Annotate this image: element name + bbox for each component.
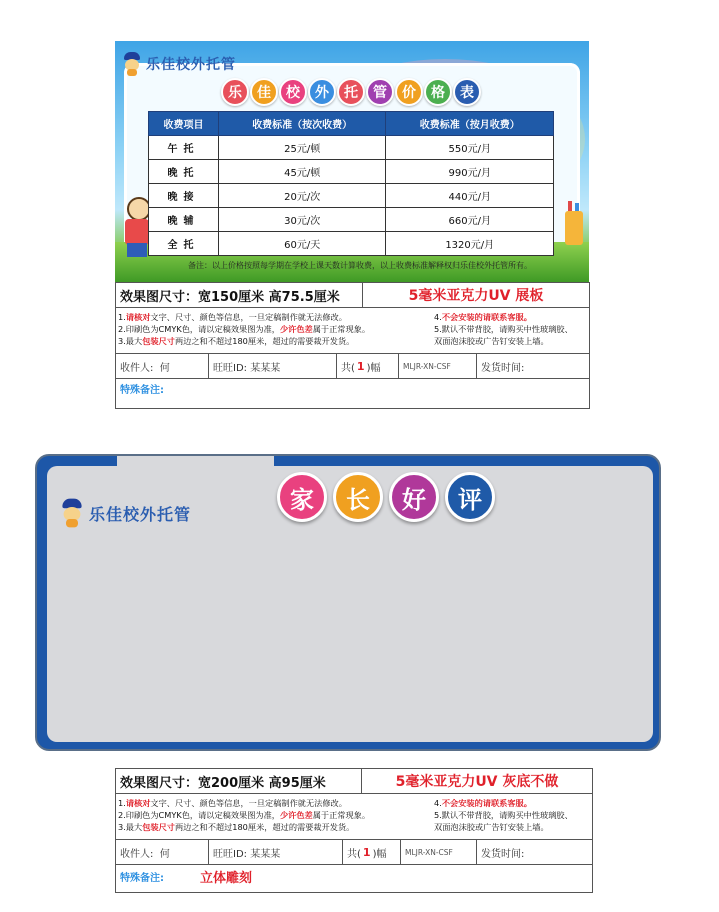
note-line: 双面泡沫胶或广告钉安装上墙。 [434,336,549,346]
product-code: MLJR-XN-CSF [398,354,477,378]
table-row [149,232,554,256]
table-cell: 全托 [149,232,219,256]
title-char-bubble: 好 [389,472,439,522]
price-table [148,111,554,256]
price-list-board [115,41,589,282]
parent-review-title [277,472,495,522]
title-char-bubble: 管 [366,78,394,106]
special-remark: 立体雕刻 [200,871,253,886]
note-line: 1.请核对文字、尺寸、颜色等信息，一旦定稿制作就无法修改。 [118,312,347,322]
spec-sheet-1 [115,282,590,409]
logo-text: 乐佳校外托管 [89,504,192,524]
column-header: 收费标准（按次收费） [218,112,386,136]
note-line: 3.最大包装尺寸两边之和不超过180厘米，超过的需要裁开发货。 [118,822,355,832]
mascot-icon [121,52,143,76]
table-cell: 440元/月 [386,184,554,208]
note-line: 5.默认不带背胶，请购买中性玻璃胶、 [434,324,573,334]
table-cell: 990元/月 [386,160,554,184]
column-header: 收费项目 [149,112,219,136]
pencil-cup-illustration [565,211,583,245]
note-line: 2.印刷色为CMYK色，请以定稿效果图为准，少许色差属于正常现象。 [118,324,371,334]
table-cell: 晚托 [149,160,219,184]
title-char-bubble: 表 [453,78,481,106]
title-char-bubble: 外 [308,78,336,106]
frame-tab [117,456,274,466]
table-row [149,208,554,232]
production-notes [116,308,589,354]
ship-time: 发货时间: [476,354,593,378]
recipient: 收件人: 何 [120,362,170,374]
note-line: 3.最大包装尺寸两边之和不超过180厘米，超过的需要裁开发货。 [118,336,355,346]
title-char-bubble: 托 [337,78,365,106]
table-cell: 30元/次 [218,208,386,232]
wangwang-id: 旺旺ID: 某某某 [208,840,337,864]
title-char-bubble: 佳 [250,78,278,106]
note-line: 2.印刷色为CMYK色，请以定稿效果图为准，少许色差属于正常现象。 [118,810,371,820]
effect-size: 效果图尺寸：宽200厘米 高95厘米 [120,776,326,791]
school-logo [61,501,191,525]
school-logo [121,50,236,78]
table-row [149,184,554,208]
special-remark-label: 特殊备注: [120,385,164,396]
title-char-bubble: 乐 [221,78,249,106]
note-line: 双面泡沫胶或广告钉安装上墙。 [434,822,549,832]
title-char-bubble: 长 [333,472,383,522]
material-label: 5毫米亚克力UV 展板 [362,283,589,307]
title-char-bubble: 校 [279,78,307,106]
table-cell: 1320元/月 [386,232,554,256]
price-note: 备注：以上价格按照每学期在学校上课天数计算收费，以上收费标准解释权归乐佳校外托管所有。 [188,261,532,270]
mascot-icon [59,499,85,528]
table-cell: 25元/顿 [218,136,386,160]
material-label: 5毫米亚克力UV 灰底不做 [361,769,592,793]
ship-time: 发货时间: [476,840,596,864]
table-cell: 45元/顿 [218,160,386,184]
product-code: MLJR-XN-CSF [400,840,479,864]
note-line: 4.不会安装的请联系客服。 [434,312,532,322]
recipient: 收件人: 何 [120,848,170,860]
effect-size: 效果图尺寸：宽150厘米 高75.5厘米 [120,290,340,305]
table-cell: 晚辅 [149,208,219,232]
parent-review-board [35,454,669,755]
note-line: 4.不会安装的请联系客服。 [434,798,532,808]
spec-sheet-2 [115,768,593,893]
note-line: 1.请核对文字、尺寸、颜色等信息，一旦定稿制作就无法修改。 [118,798,347,808]
table-cell: 60元/天 [218,232,386,256]
wangwang-id: 旺旺ID: 某某某 [208,354,337,378]
table-header [149,112,554,136]
order-info-row [116,354,589,379]
board-frame [35,454,661,751]
price-list-title [221,78,481,106]
table-row [149,160,554,184]
table-cell: 晚接 [149,184,219,208]
order-info-row [116,840,592,865]
logo-text: 乐佳校外托管 [146,57,236,73]
title-char-bubble: 格 [424,78,452,106]
panel-count: 共( 1 )幅 [336,354,399,378]
table-cell: 午托 [149,136,219,160]
title-char-bubble: 价 [395,78,423,106]
production-notes [116,794,592,840]
special-remark-label: 特殊备注: [120,873,164,884]
title-char-bubble: 家 [277,472,327,522]
note-line: 5.默认不带背胶，请购买中性玻璃胶、 [434,810,573,820]
table-cell: 660元/月 [386,208,554,232]
table-row [149,136,554,160]
table-cell: 550元/月 [386,136,554,160]
table-cell: 20元/次 [218,184,386,208]
title-char-bubble: 评 [445,472,495,522]
column-header: 收费标准（按月收费） [386,112,554,136]
panel-count: 共( 1 )幅 [342,840,405,864]
